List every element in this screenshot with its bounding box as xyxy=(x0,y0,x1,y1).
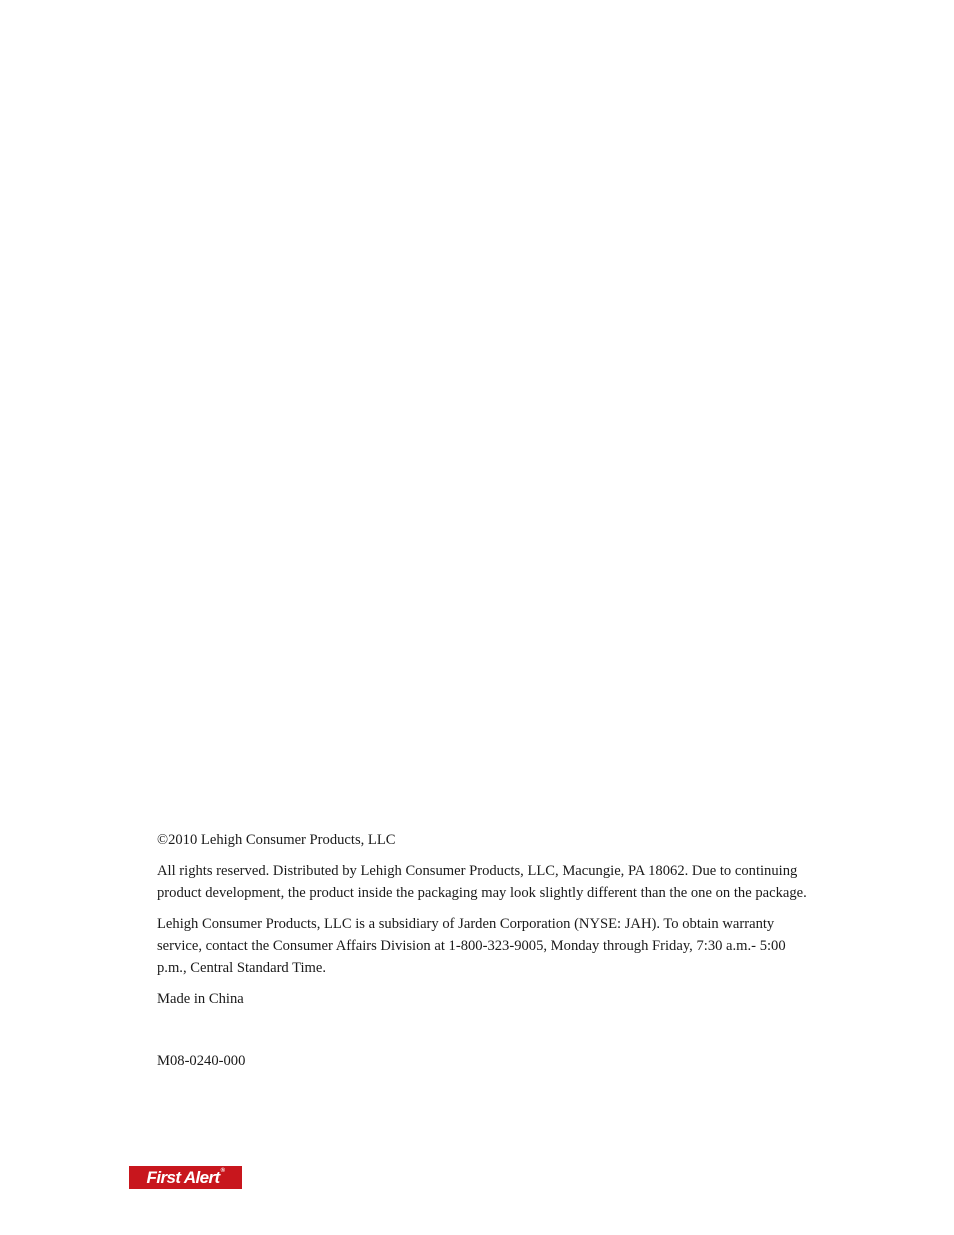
rights-statement: All rights reserved. Distributed by Lehigh Consumer Products, LLC, Macungie, PA 18062. Due to continuing product development, the product inside the packaging may look slightly different than the one on the package. xyxy=(157,863,807,901)
logo-text: First Alert xyxy=(146,1168,220,1187)
copyright-notice: ©2010 Lehigh Consumer Products, LLC xyxy=(157,832,396,848)
model-number: M08-0240-000 xyxy=(157,1053,246,1069)
first-alert-logo xyxy=(129,1166,242,1189)
registered-mark: ® xyxy=(220,1168,225,1174)
document-body xyxy=(157,829,817,1081)
subsidiary-statement: Lehigh Consumer Products, LLC is a subsidiary of Jarden Corporation (NYSE: JAH). To obtain warranty service, contact the Consumer Affairs Division at 1-800-323-9005, Monday through Friday, 7:30 a.m.- 5:00 p.m., Central Standard Time. xyxy=(157,916,786,976)
country-of-origin: Made in China xyxy=(157,991,244,1007)
